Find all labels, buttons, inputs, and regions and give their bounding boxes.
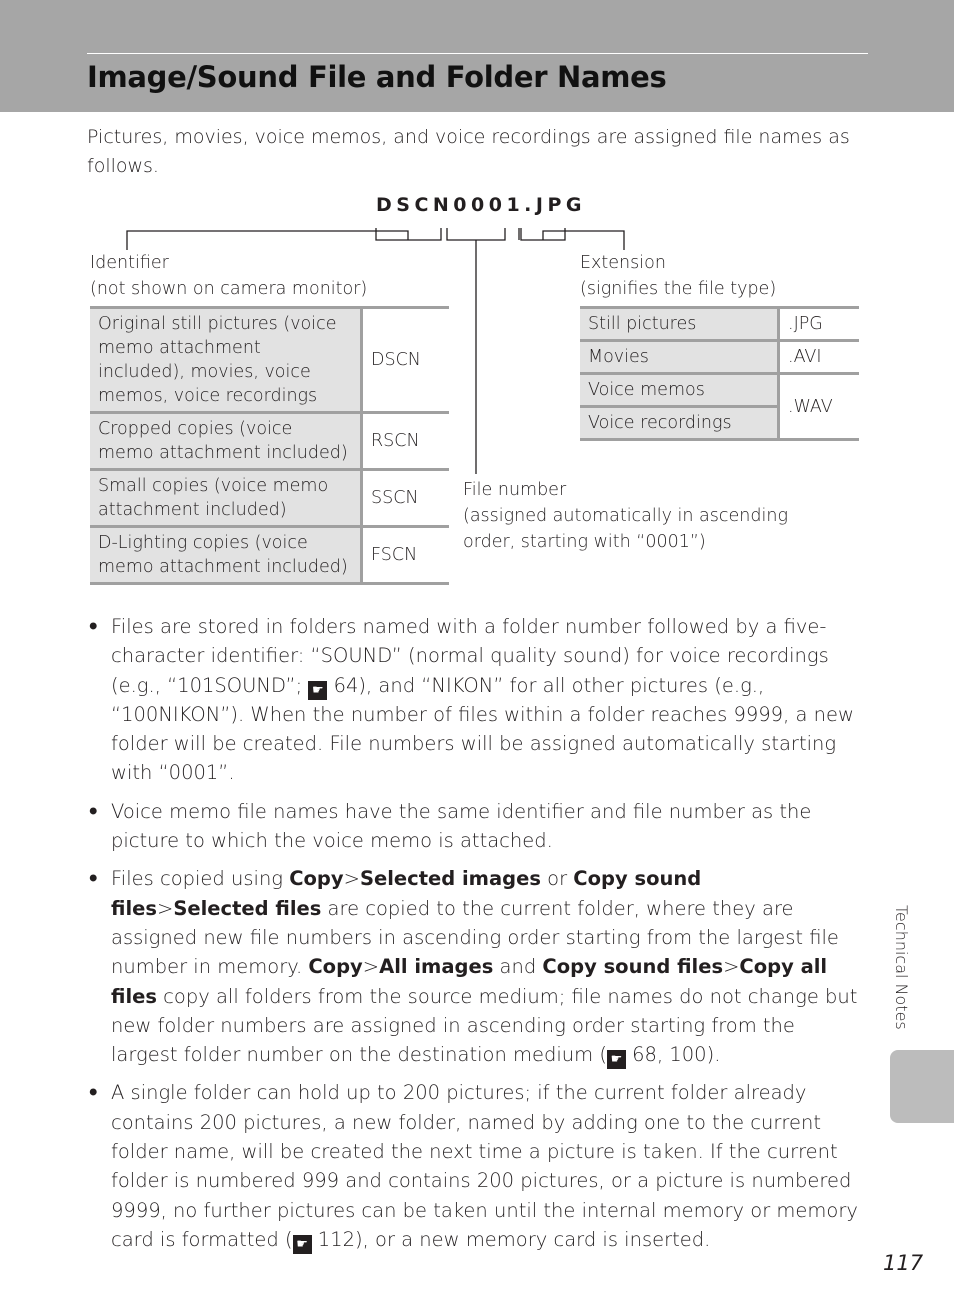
identifier-type: Original still pictures (voice memo attachment included), movies, voice memos, voice recordings — [90, 308, 362, 413]
section-tab-label: Technical Notes — [892, 905, 911, 1030]
page-title: Image/Sound File and Folder Names — [87, 60, 667, 94]
list-item — [87, 797, 865, 856]
extension-table — [580, 306, 859, 441]
example-filename: DSCN0001.JPG — [376, 194, 586, 216]
table-row — [580, 374, 859, 407]
extension-note: (signifies the file type) — [580, 279, 777, 299]
identifier-code: SSCN — [362, 470, 450, 527]
identifier-code: DSCN — [362, 308, 450, 413]
table-row — [90, 527, 449, 584]
identifier-table — [90, 306, 449, 585]
identifier-note: (not shown on camera monitor) — [90, 279, 368, 299]
extension-value: .JPG — [779, 308, 860, 341]
reference-icon: ☛ — [308, 681, 327, 700]
notes-list — [87, 612, 865, 1263]
bullet-text: and — [493, 955, 543, 979]
extension-value: .WAV — [779, 374, 860, 440]
menu-name: Copy — [289, 867, 344, 891]
menu-separator: > — [156, 896, 174, 920]
menu-name: Selected images — [359, 867, 541, 891]
extension-label: Extension — [580, 253, 666, 273]
bullet-text: Files are stored in folders named with a folder number followed by a five-character identifier: “SOUND” (normal quality sound) for voice recordings (e.g., “101SOUND”; — [111, 615, 829, 697]
file-number-bracket — [447, 228, 505, 240]
identifier-type: Small copies (voice memo attachment included) — [90, 470, 362, 527]
extension-type: Still pictures — [580, 308, 779, 341]
menu-name: Copy sound files — [111, 867, 702, 920]
identifier-code: FSCN — [362, 527, 450, 584]
menu-separator: > — [343, 867, 360, 891]
identifier-code: RSCN — [362, 413, 450, 470]
table-row — [580, 308, 859, 341]
menu-separator: > — [723, 955, 740, 979]
table-row — [90, 470, 449, 527]
reference-icon: ☛ — [293, 1235, 312, 1254]
identifier-type: Cropped copies (voice memo attachment included) — [90, 413, 362, 470]
bullet-text: A single folder can hold up to 200 pictures; if the current folder already contains 200 pictures, a new folder, named by adding one to the current folder name, will be created the next time a picture is taken. If the current folder is numbered 999 and contains 200 pictures, or a picture is numbered 9999, no further pictures can be taken until the internal memory or memory card is formatted ( — [111, 1081, 858, 1251]
extension-type: Voice memos — [580, 374, 779, 407]
list-item — [87, 1078, 865, 1254]
file-number-note-1: (assigned automatically in ascending — [463, 506, 788, 526]
bullet-text: Files copied using — [111, 867, 290, 891]
table-row — [580, 341, 859, 374]
identifier-type: D-Lighting copies (voice memo attachment included) — [90, 527, 362, 584]
menu-name: Copy sound files — [542, 955, 724, 979]
list-item — [87, 612, 865, 788]
bullet-text: 112), or a new memory card is inserted. — [311, 1227, 711, 1251]
file-number-label: File number — [463, 480, 567, 500]
file-number-note-2: order, starting with “0001”) — [463, 532, 706, 552]
bullet-text: Voice memo file names have the same identifier and file number as the picture to which the voice memo is attached. — [111, 799, 812, 853]
section-tab — [890, 1050, 954, 1123]
page-number: 117 — [883, 1251, 924, 1275]
bullet-text: are copied to the current folder, where they are assigned new file numbers in ascending order starting from the largest file number in memory. — [111, 896, 839, 979]
bullet-text: or — [540, 867, 574, 891]
identifier-leader — [127, 231, 408, 250]
extension-type: Voice recordings — [580, 407, 779, 440]
menu-separator: > — [362, 955, 380, 979]
extension-value: .AVI — [779, 341, 860, 374]
list-item — [87, 864, 865, 1069]
table-row — [90, 413, 449, 470]
menu-name: All images — [379, 955, 494, 979]
reference-icon: ☛ — [607, 1050, 626, 1069]
bullet-text: 64), and “NIKON” for all other pictures (e.g., “100NIKON”). When the number of files within a folder reaches 9999, a new folder will be created. File numbers will be assigned automatically starting with “0001”. — [111, 673, 854, 785]
extension-type: Movies — [580, 341, 779, 374]
identifier-label: Identifier — [90, 253, 169, 273]
bullet-text: 68, 100). — [625, 1043, 721, 1067]
table-row — [90, 308, 449, 413]
menu-name: Selected files — [173, 896, 322, 920]
intro-paragraph: Pictures, movies, voice memos, and voice recordings are assigned file names as follows. — [87, 126, 850, 177]
bullet-text: copy all folders from the source medium; file names do not change but new folder numbers are assigned in ascending order starting from the largest folder number on the destination medium ( — [111, 984, 858, 1067]
menu-name: Copy all files — [111, 955, 828, 1008]
menu-name: Copy — [308, 955, 363, 979]
